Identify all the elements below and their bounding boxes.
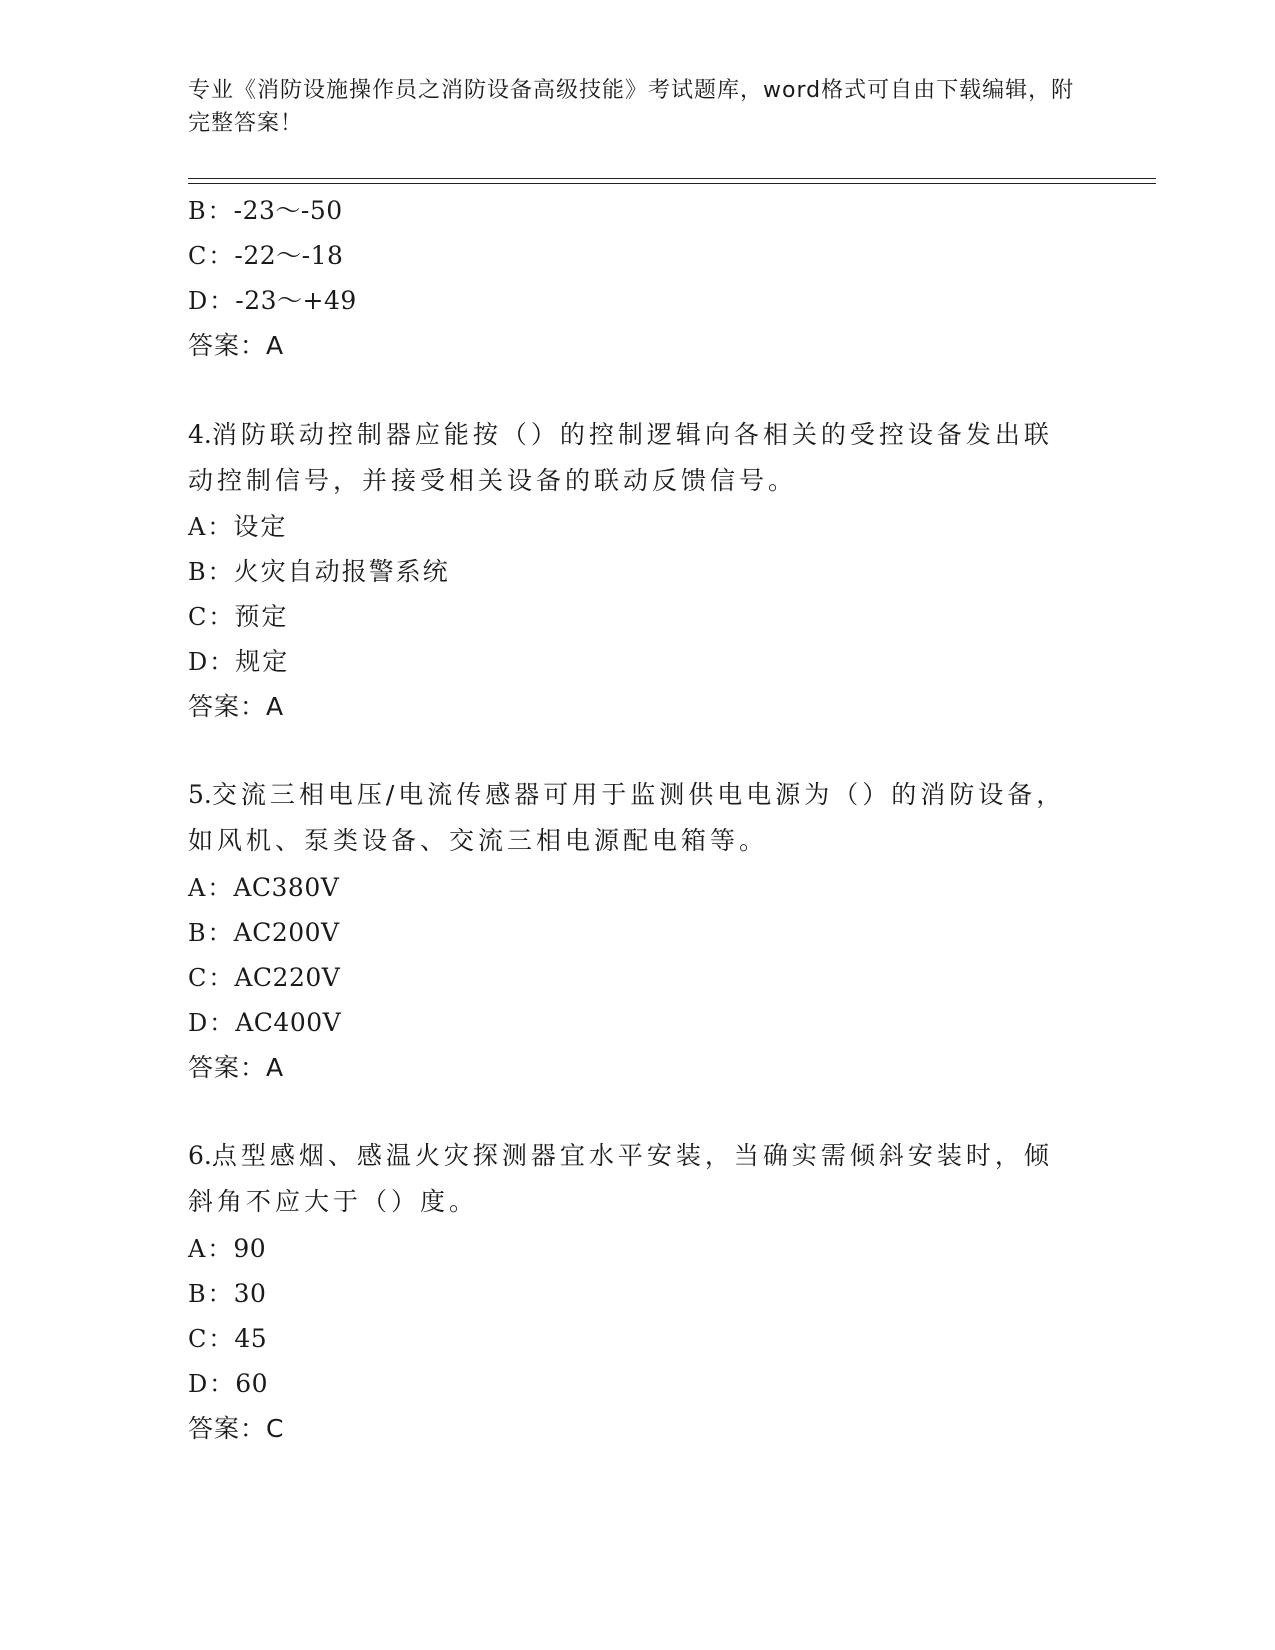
option-text: 90 bbox=[233, 1234, 267, 1263]
q5-answer: 答案：A bbox=[188, 1053, 285, 1082]
option-text: 规定 bbox=[235, 647, 290, 676]
q5-option-d bbox=[188, 1008, 341, 1038]
option-text: 60 bbox=[235, 1369, 269, 1398]
option-label: D： bbox=[188, 1370, 236, 1398]
option-text: -23～-50 bbox=[233, 196, 343, 225]
option-text: AC200V bbox=[233, 918, 340, 947]
q6-option-d bbox=[188, 1369, 268, 1399]
option-text: -22～-18 bbox=[234, 241, 344, 270]
option-label: C： bbox=[188, 1325, 235, 1353]
option-label: D： bbox=[188, 648, 236, 676]
q4-option-d bbox=[188, 647, 289, 677]
option-text: 预定 bbox=[234, 602, 289, 631]
option-label: B： bbox=[188, 1280, 234, 1308]
option-label: B： bbox=[188, 558, 234, 586]
q5-option-b bbox=[188, 918, 340, 948]
header-divider-bottom bbox=[188, 183, 1156, 184]
question-number: 5. bbox=[188, 780, 212, 809]
option-text: -23～+49 bbox=[235, 286, 357, 315]
document-header: 专业《消防设施操作员之消防设备高级技能》考试题库，word格式可自由下载编辑，附完整答案！ bbox=[188, 78, 1075, 136]
q4-stem bbox=[188, 412, 1068, 504]
q4-option-b bbox=[188, 557, 450, 587]
option-label: A： bbox=[188, 1235, 234, 1263]
option-label: D： bbox=[188, 1009, 236, 1037]
question-text: 消防联动控制器应能按（）的控制逻辑向各相关的受控设备发出联动控制信号，并接受相关设备的联动反馈信号。 bbox=[188, 420, 1053, 495]
q5-stem bbox=[188, 772, 1068, 864]
q5-option-a bbox=[188, 873, 339, 903]
q6-option-c bbox=[188, 1324, 267, 1354]
q3-option-c bbox=[188, 241, 343, 271]
header-divider-top bbox=[188, 178, 1156, 179]
option-text: 45 bbox=[234, 1324, 268, 1353]
option-text: AC380V bbox=[233, 873, 340, 902]
option-text: 设定 bbox=[233, 512, 288, 541]
option-text: 火灾自动报警系统 bbox=[233, 557, 450, 586]
question-number: 6. bbox=[188, 1141, 212, 1170]
option-text: AC220V bbox=[234, 963, 341, 992]
option-label: C： bbox=[188, 242, 235, 270]
option-text: 30 bbox=[233, 1279, 267, 1308]
q3-option-b bbox=[188, 196, 343, 226]
q6-stem bbox=[188, 1133, 1068, 1225]
option-text: AC400V bbox=[235, 1008, 342, 1037]
option-label: B： bbox=[188, 197, 234, 225]
option-label: C： bbox=[188, 603, 235, 631]
option-label: A： bbox=[188, 513, 234, 541]
option-label: B： bbox=[188, 919, 234, 947]
q3-answer: 答案：A bbox=[188, 331, 285, 360]
q4-option-c bbox=[188, 602, 288, 632]
question-number: 4. bbox=[188, 420, 212, 449]
question-text: 交流三相电压/电流传感器可用于监测供电电源为（）的消防设备，如风机、泵类设备、交流三相电源配电箱等。 bbox=[188, 780, 1066, 855]
q6-answer: 答案：C bbox=[188, 1414, 285, 1443]
option-label: C： bbox=[188, 964, 235, 992]
q4-option-a bbox=[188, 512, 287, 542]
option-label: A： bbox=[188, 874, 234, 902]
q6-option-b bbox=[188, 1279, 266, 1309]
q4-answer: 答案：A bbox=[188, 692, 285, 721]
option-label: D： bbox=[188, 287, 236, 315]
q6-option-a bbox=[188, 1234, 266, 1264]
question-text: 点型感烟、感温火灾探测器宜水平安装，当确实需倾斜安装时，倾斜角不应大于（）度。 bbox=[188, 1141, 1053, 1216]
q3-option-d bbox=[188, 286, 357, 316]
q5-option-c bbox=[188, 963, 340, 993]
